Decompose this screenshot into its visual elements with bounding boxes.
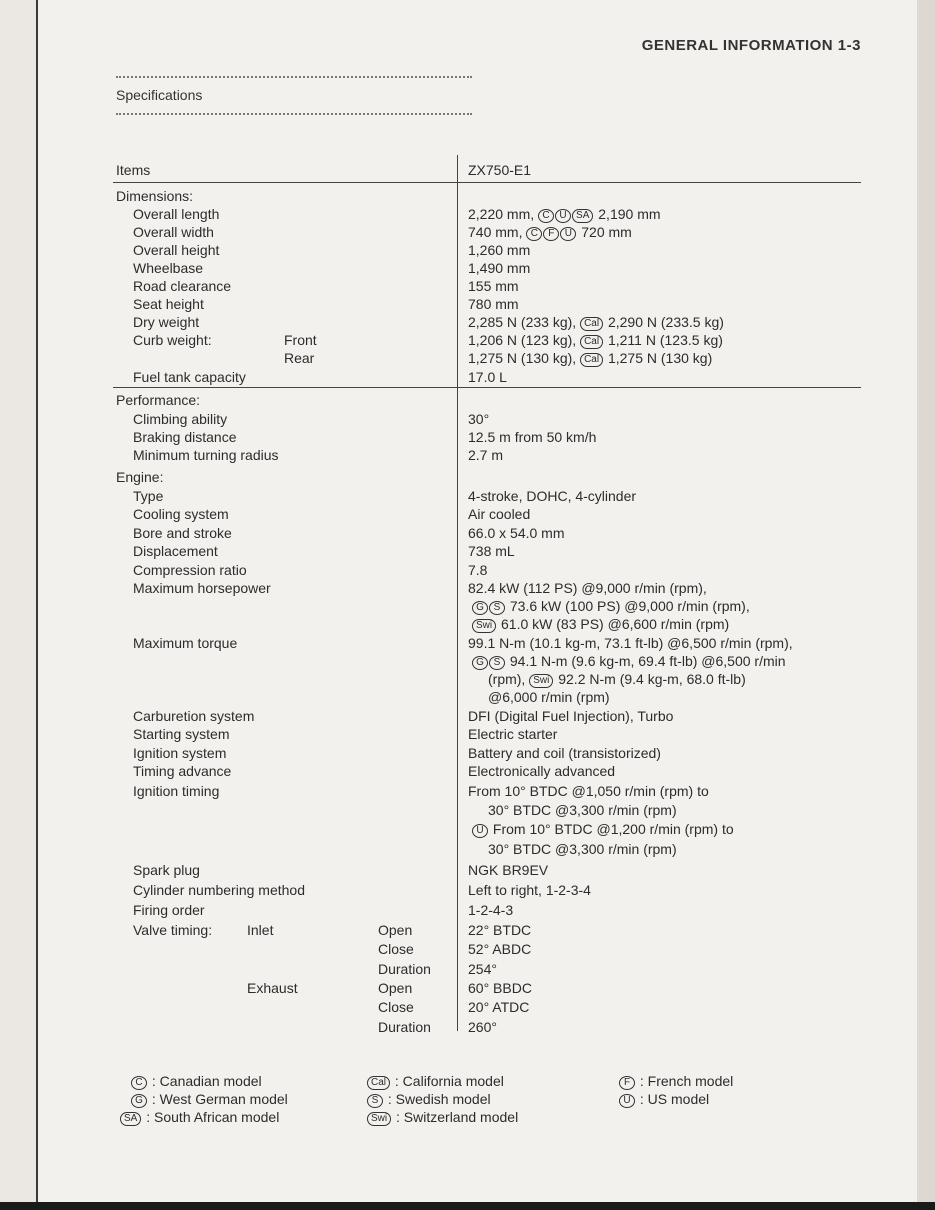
model-symbol-s: S: [367, 1094, 383, 1108]
spec-label: Carburetion system: [133, 708, 255, 724]
spec-value: From 10° BTDC @1,050 r/min (rpm) to: [468, 783, 709, 799]
value-text: 1,275 N (130 kg),: [468, 350, 577, 366]
value-text: 1,206 N (123 kg),: [468, 332, 577, 348]
value-extra: 2,290 N (233.5 kg): [607, 314, 724, 330]
value-text: From 10° BTDC @1,200 r/min (rpm) to: [492, 821, 734, 837]
spec-label: Starting system: [133, 726, 230, 742]
spec-label: Displacement: [133, 543, 218, 559]
group-engine: Engine:: [116, 469, 164, 485]
model-symbol-g: G: [131, 1094, 147, 1108]
legend-text: : French model: [639, 1073, 734, 1089]
spec-label: Overall height: [133, 242, 220, 258]
model-symbol-c: C: [131, 1076, 147, 1090]
spec-label: Fuel tank capacity: [133, 369, 246, 385]
legend-item: [120, 1109, 279, 1126]
spec-value: 30° BTDC @3,300 r/min (rpm): [488, 841, 677, 857]
value-text: 92.2 N-m (9.4 kg-m, 68.0 ft-lb): [558, 671, 746, 687]
spec-label: Valve timing:: [133, 922, 213, 938]
group-performance: Performance:: [116, 392, 201, 408]
dimensions-rule: [113, 387, 861, 388]
value-text: 2,285 N (233 kg),: [468, 314, 577, 330]
spec-value: [472, 820, 734, 838]
spec-label: Cooling system: [133, 506, 229, 522]
spec-value: DFI (Digital Fuel Injection), Turbo: [468, 708, 674, 724]
spec-value: [472, 652, 786, 670]
legend-item: [619, 1073, 733, 1090]
spec-value: 1,260 mm: [468, 242, 531, 258]
column-divider: [457, 155, 458, 1031]
legend-text: : Canadian model: [151, 1073, 262, 1089]
spec-value: [488, 670, 746, 688]
spec-label: Firing order: [133, 902, 205, 918]
model-symbol-s: S: [489, 601, 505, 615]
value-extra: 1,211 N (123.5 kg): [607, 332, 723, 348]
model-symbol-u: U: [555, 209, 571, 223]
spec-label: Bore and stroke: [133, 525, 232, 541]
model-symbol-c: C: [538, 209, 554, 223]
spec-label: Cylinder numbering method: [133, 882, 305, 898]
spec-label: Timing advance: [133, 763, 232, 779]
spec-value: 60° BBDC: [468, 980, 532, 996]
spec-value: 22° BTDC: [468, 922, 532, 938]
spec-label: Dry weight: [133, 314, 200, 330]
spec-sublabel: Open: [378, 922, 413, 938]
value-text: 61.0 kW (83 PS) @6,600 r/min (rpm): [501, 616, 730, 632]
spec-value: [468, 205, 661, 223]
spec-value: [472, 615, 729, 633]
model-symbol-f: F: [543, 227, 559, 241]
section-title: Specifications: [116, 87, 203, 103]
legend-item: [619, 1091, 709, 1108]
spec-sublabel: Close: [378, 999, 414, 1015]
model-symbol-cal: Cal: [580, 335, 603, 349]
value-extra: 1,275 N (130 kg): [607, 350, 713, 366]
spec-sublabel: Rear: [284, 350, 315, 366]
legend-text: : California model: [394, 1073, 504, 1089]
dotted-rule-bottom: [116, 113, 472, 115]
spec-value: 30°: [468, 411, 490, 427]
spec-value: 12.5 m from 50 km/h: [468, 429, 597, 445]
spec-value: @6,000 r/min (rpm): [488, 689, 610, 705]
value-extra: 720 mm: [581, 224, 632, 240]
spec-value: 17.0 L: [468, 369, 507, 385]
spec-label: Type: [133, 488, 164, 504]
page-bottom-edge: [0, 1202, 935, 1210]
spec-value: 738 mL: [468, 543, 515, 559]
spec-label: Ignition timing: [133, 783, 220, 799]
header-rule: [113, 182, 861, 183]
model-symbol-u: U: [560, 227, 576, 241]
spec-label: Spark plug: [133, 862, 200, 878]
spec-label: Wheelbase: [133, 260, 204, 276]
model-symbol-swi: Swi: [529, 674, 553, 688]
spec-value: 1,490 mm: [468, 260, 531, 276]
model-symbol-swi: Swi: [367, 1112, 391, 1126]
page-binding-edge: [0, 0, 38, 1210]
spec-label: Maximum horsepower: [133, 580, 271, 596]
spec-value: 254°: [468, 961, 497, 977]
spec-value: Battery and coil (transistorized): [468, 745, 661, 761]
spec-value: 30° BTDC @3,300 r/min (rpm): [488, 802, 677, 818]
model-symbol-cal: Cal: [367, 1076, 390, 1090]
model-symbol-u: U: [472, 824, 488, 838]
model-symbol-swi: Swi: [472, 619, 496, 633]
spec-label: Braking distance: [133, 429, 237, 445]
legend-text: : Swedish model: [387, 1091, 491, 1107]
model-symbol-cal: Cal: [580, 353, 603, 367]
spec-value: Electronically advanced: [468, 763, 616, 779]
spec-label: Climbing ability: [133, 411, 228, 427]
spec-value: 1-2-4-3: [468, 902, 514, 918]
value-text: 73.6 kW (100 PS) @9,000 r/min (rpm),: [509, 598, 750, 614]
page-header-title: GENERAL INFORMATION 1-3: [641, 37, 861, 54]
spec-label: Compression ratio: [133, 562, 247, 578]
model-symbol-u: U: [619, 1094, 635, 1108]
spec-value: Electric starter: [468, 726, 558, 742]
value-text: (rpm),: [488, 671, 526, 687]
spec-value: 780 mm: [468, 296, 519, 312]
spec-label: Road clearance: [133, 278, 232, 294]
column-header-model: ZX750-E1: [468, 162, 532, 178]
legend-item: [131, 1073, 262, 1090]
legend-item: [367, 1073, 504, 1090]
dotted-rule-top: [116, 76, 472, 78]
spec-value: 4-stroke, DOHC, 4-cylinder: [468, 488, 637, 504]
spec-value: [468, 331, 723, 349]
spec-value: [468, 349, 712, 367]
spec-label: Seat height: [133, 296, 204, 312]
model-symbol-sa: SA: [572, 209, 593, 223]
value-text: 740 mm,: [468, 224, 523, 240]
spec-value: 260°: [468, 1019, 497, 1035]
spec-value: [472, 597, 750, 615]
value-text: 2,220 mm,: [468, 206, 535, 222]
value-extra: 2,190 mm: [598, 206, 661, 222]
spec-value: 52° ABDC: [468, 941, 532, 957]
spec-value: [468, 223, 632, 241]
spec-label: Minimum turning radius: [133, 447, 279, 463]
spec-sublabel: Open: [378, 980, 413, 996]
spec-sublabel: Duration: [378, 1019, 431, 1035]
spec-value: 66.0 x 54.0 mm: [468, 525, 565, 541]
model-symbol-s: S: [489, 656, 505, 670]
spec-value: 20° ATDC: [468, 999, 530, 1015]
model-symbol-g: G: [472, 656, 488, 670]
legend-text: : West German model: [151, 1091, 288, 1107]
column-header-items: Items: [116, 162, 151, 178]
spec-label: Overall width: [133, 224, 214, 240]
model-symbol-sa: SA: [120, 1112, 141, 1126]
spec-value: Air cooled: [468, 506, 531, 522]
legend-item: [131, 1091, 288, 1108]
spec-label: Maximum torque: [133, 635, 238, 651]
spec-sublabel: Duration: [378, 961, 431, 977]
spec-value: NGK BR9EV: [468, 862, 549, 878]
spec-sublabel: Exhaust: [247, 980, 298, 996]
spec-label: Overall length: [133, 206, 220, 222]
spec-value: 82.4 kW (112 PS) @9,000 r/min (rpm),: [468, 580, 707, 596]
spec-value: 7.8: [468, 562, 488, 578]
spec-sublabel: Front: [284, 332, 317, 348]
legend-text: : Switzerland model: [396, 1109, 519, 1125]
spec-sublabel: Close: [378, 941, 414, 957]
model-symbol-f: F: [619, 1076, 635, 1090]
value-text: 94.1 N-m (9.6 kg-m, 69.4 ft-lb) @6,500 r/min: [509, 653, 786, 669]
spec-value: Left to right, 1-2-3-4: [468, 882, 591, 898]
legend-text: : US model: [639, 1091, 710, 1107]
legend-item: [367, 1109, 518, 1126]
model-symbol-cal: Cal: [580, 317, 603, 331]
spec-value: 2.7 m: [468, 447, 504, 463]
model-symbol-c: C: [526, 227, 542, 241]
spec-label: Curb weight:: [133, 332, 212, 348]
spec-value: [468, 313, 724, 331]
spec-value: 155 mm: [468, 278, 519, 294]
model-symbol-g: G: [472, 601, 488, 615]
spec-value: 99.1 N-m (10.1 kg-m, 73.1 ft-lb) @6,500 r/min (rpm),: [468, 635, 793, 651]
spec-label: Ignition system: [133, 745, 227, 761]
page-right-edge: [917, 0, 935, 1210]
legend-text: : South African model: [146, 1109, 280, 1125]
spec-sublabel: Inlet: [247, 922, 274, 938]
group-dimensions: Dimensions:: [116, 188, 194, 204]
legend-item: [367, 1091, 491, 1108]
